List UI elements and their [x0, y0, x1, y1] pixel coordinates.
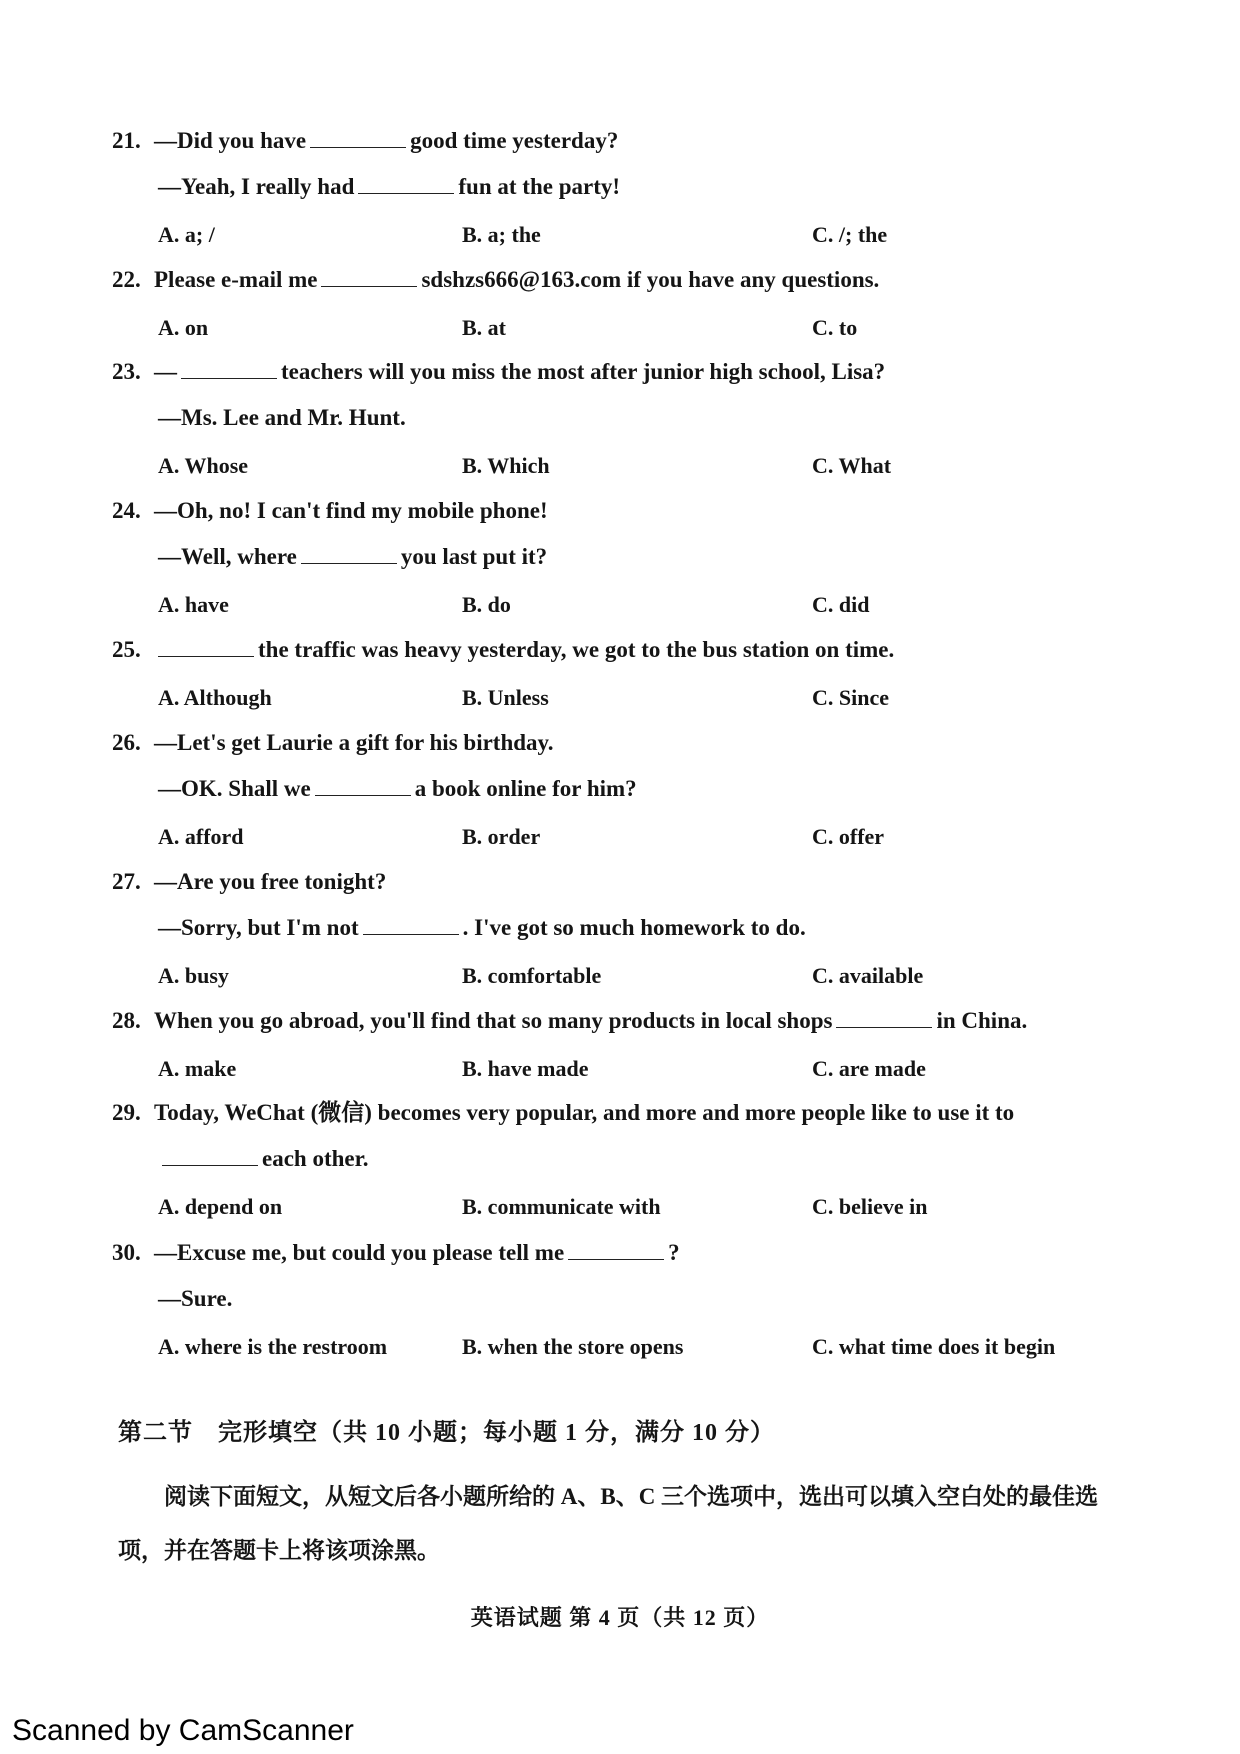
option-a: A. depend on: [158, 1194, 283, 1219]
question-number: 22.: [112, 267, 141, 292]
option-c: C. did: [812, 592, 870, 617]
answer-blank: [310, 127, 406, 148]
option-a: A. on: [158, 315, 209, 340]
answer-blank: [158, 636, 254, 657]
option-c: C. what time does it begin: [812, 1334, 1056, 1359]
question-line: —Sure.: [158, 1286, 233, 1311]
question-line: 25. the traffic was heavy yesterday, we got to the bus station on time.: [112, 635, 1152, 681]
question-27: [112, 867, 1152, 1005]
answer-blank: [321, 266, 417, 287]
answer-options: [112, 1330, 1152, 1376]
option-c: C. are made: [812, 1056, 926, 1081]
answer-options: [112, 218, 1152, 264]
answer-options: [112, 1190, 1152, 1236]
question-number: 24.: [112, 498, 141, 523]
question-22: [112, 265, 1152, 357]
question-30: [112, 1238, 1152, 1376]
question-24: [112, 496, 1152, 634]
question-26: [112, 728, 1152, 866]
option-b: B. when the store opens: [462, 1334, 684, 1359]
question-line: 26. —Let's get Laurie a gift for his birthday.: [112, 728, 1152, 774]
question-line: 24. —Oh, no! I can't find my mobile phone!: [112, 496, 1152, 542]
option-c: C. available: [812, 963, 924, 988]
answer-blank: [301, 543, 397, 564]
question-21: [112, 126, 1152, 264]
question-line: 27. —Are you free tonight?: [112, 867, 1152, 913]
question-line: 28. When you go abroad, you'll find that so many products in local shops in China.: [112, 1006, 1152, 1052]
option-b: B. Which: [462, 453, 550, 478]
answer-blank: [358, 173, 454, 194]
answer-options: [112, 588, 1152, 634]
option-a: A. where is the restroom: [158, 1334, 388, 1359]
question-line: 21. —Did you have good time yesterday?: [112, 126, 1152, 172]
question-line: 30. —Excuse me, but could you please tell me ?: [112, 1238, 1152, 1284]
question-line: 29. Today, WeChat (微信) becomes very popular, and more and more people like to use it to: [112, 1098, 1152, 1144]
question-line: —Well, where you last put it?: [158, 544, 548, 569]
answer-blank: [836, 1007, 932, 1028]
answer-options: [112, 959, 1152, 1005]
option-a: A. Whose: [158, 453, 249, 478]
option-c: C. to: [812, 315, 858, 340]
answer-options: [112, 1052, 1152, 1098]
option-b: B. have made: [462, 1056, 589, 1081]
question-line: —Ms. Lee and Mr. Hunt.: [158, 405, 406, 430]
option-c: C. /; the: [812, 222, 888, 247]
question-number: 30.: [112, 1240, 141, 1265]
question-line: —Yeah, I really had fun at the party!: [158, 174, 621, 199]
option-a: A. afford: [158, 824, 244, 849]
option-a: A. busy: [158, 963, 229, 988]
scanner-watermark: Scanned by CamScanner: [12, 1714, 354, 1747]
section-instructions: 阅读下面短文，从短文后各小题所给的 A、B、C 三个选项中，选出可以填入空白处的最佳选项，并在答题卡上将该项涂黑。: [118, 1484, 1099, 1563]
option-b: B. at: [462, 315, 506, 340]
question-line: 22. Please e-mail me sdshzs666@163.com if you have any questions.: [112, 265, 1152, 311]
option-a: A. make: [158, 1056, 237, 1081]
option-c: C. offer: [812, 824, 885, 849]
option-b: B. Unless: [462, 685, 549, 710]
question-number: 27.: [112, 869, 141, 894]
option-c: C. believe in: [812, 1194, 928, 1219]
option-a: A. a; /: [158, 222, 215, 247]
question-line: —Sorry, but I'm not . I've got so much homework to do.: [158, 915, 806, 940]
question-number: 23.: [112, 359, 141, 384]
answer-blank: [568, 1239, 664, 1260]
question-line: —OK. Shall we a book online for him?: [158, 776, 637, 801]
answer-blank: [162, 1145, 258, 1166]
option-b: B. do: [462, 592, 511, 617]
answer-blank: [181, 358, 277, 379]
option-b: B. comfortable: [462, 963, 602, 988]
option-c: C. Since: [812, 685, 889, 710]
page-footer: 英语试题 第 4 页（共 12 页）: [470, 1605, 770, 1630]
answer-options: [112, 449, 1152, 495]
option-a: A. have: [158, 592, 229, 617]
question-25: [112, 635, 1152, 727]
answer-options: [112, 681, 1152, 727]
question-line: 23. — teachers will you miss the most after junior high school, Lisa?: [112, 357, 1152, 403]
option-b: B. order: [462, 824, 541, 849]
section-heading: 第二节 完形填空（共 10 小题；每小题 1 分，满分 10 分）: [118, 1420, 775, 1446]
answer-options: [112, 820, 1152, 866]
option-a: A. Although: [158, 685, 272, 710]
question-23: [112, 357, 1152, 495]
question-number: 21.: [112, 128, 141, 153]
question-number: 29.: [112, 1100, 141, 1125]
question-number: 26.: [112, 730, 141, 755]
answer-options: [112, 311, 1152, 357]
question-number: 25.: [112, 637, 141, 662]
option-b: B. a; the: [462, 222, 541, 247]
question-line: each other.: [112, 1144, 1152, 1190]
option-b: B. communicate with: [462, 1194, 661, 1219]
question-29: [112, 1098, 1152, 1236]
option-c: C. What: [812, 453, 892, 478]
question-number: 28.: [112, 1008, 141, 1033]
question-28: [112, 1006, 1152, 1098]
answer-blank: [363, 914, 459, 935]
answer-blank: [315, 775, 411, 796]
